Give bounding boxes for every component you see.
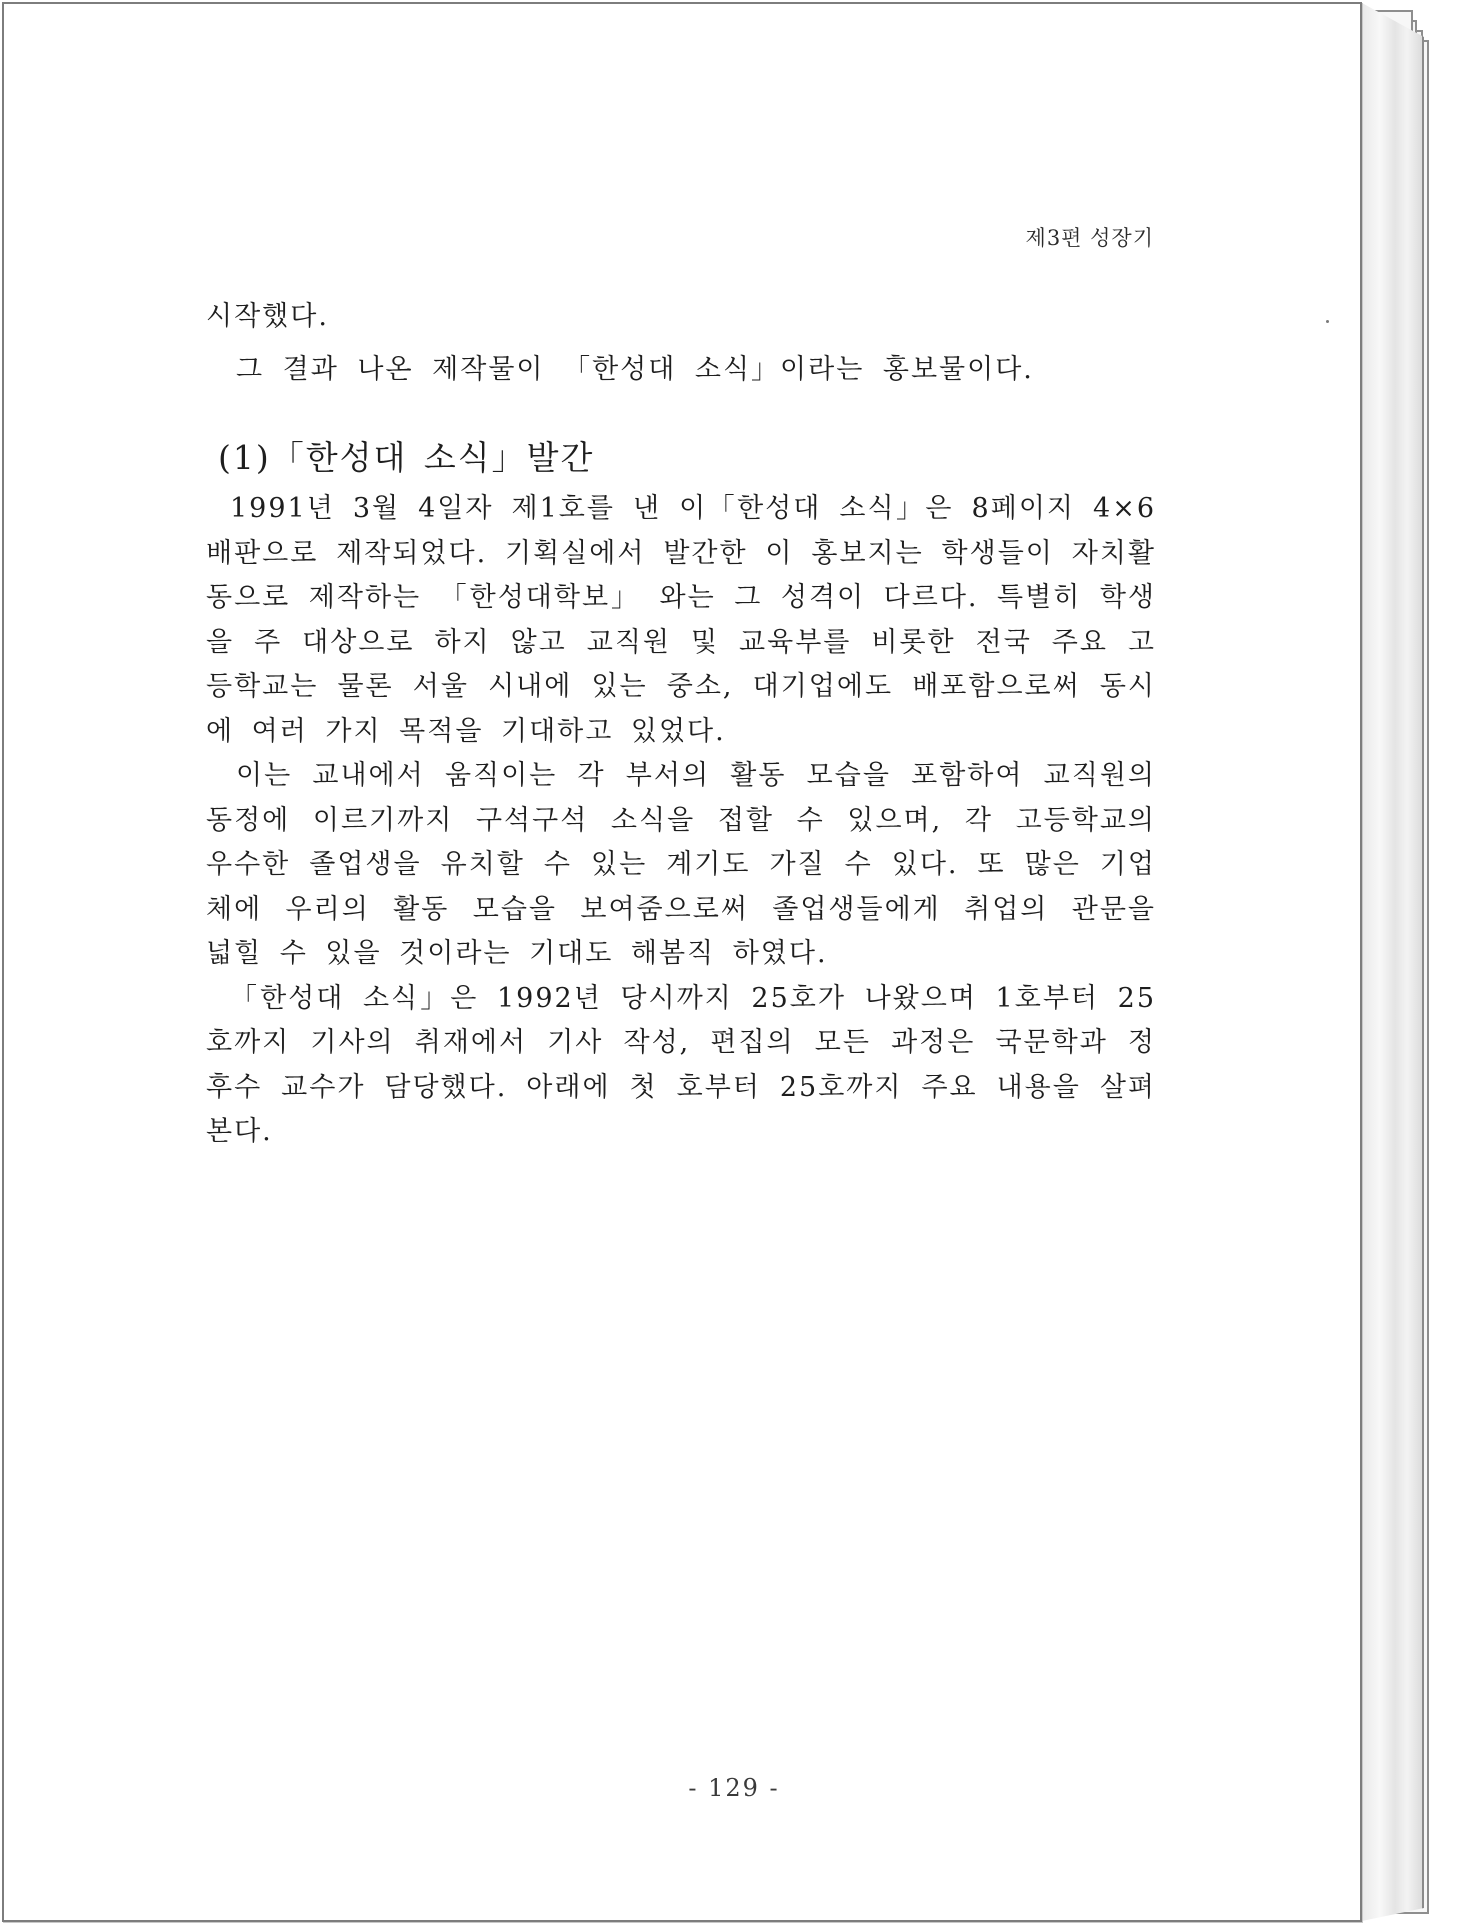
page-number: - 129 - [688, 1774, 780, 1802]
intro-line: 그 결과 나온 제작물이 「한성대 소식」이라는 홍보물이다. [236, 354, 1034, 385]
paragraph-3: 「한성대 소식」은 1992년 당시까지 25호가 나왔으며 1호부터 25호까지 기사의 취재에서 기사 작성, 편집의 모든 과정은 국문학과 정후수 교수가 담당했다. 아래에 첫 호부터 25호까지 주요 내용을 살펴본다. [206, 982, 1156, 1147]
running-header: 제3편 성장기 [1025, 226, 1154, 250]
paragraph-1: 1991년 3월 4일자 제1호를 낸 이「한성대 소식」은 8페이지 4×6배판으로 제작되었다. 기획실에서 발간한 이 홍보지는 학생들이 자치활동으로 제작하는 「한성대학보」 와는 그 성격이 다르다. 특별히 학생을 주 대상으로 하지 않고 교직원 및 교육부를 비롯한 전국 주요 고등학교는 물론 서울 시내에 있는 중소, 대기업에도 배포함으로써 동시에 여러 가지 목적을 기대하고 있었다. [206, 493, 1156, 747]
document-page [2, 2, 1362, 1922]
body-text [206, 487, 1156, 1155]
paragraph-2: 이는 교내에서 움직이는 각 부서의 활동 모습을 포함하여 교직원의 동정에 이르기까지 구석구석 소식을 접할 수 있으며, 각 고등학교의 우수한 졸업생을 유치할 수 있는 계기도 가질 수 있다. 또 많은 기업체에 우리의 활동 모습을 보여줌으로써 졸업생들에게 취업의 관문을 넓힐 수 있을 것이라는 기대도 해봄직 하였다. [206, 760, 1156, 969]
margin-dot [1326, 320, 1329, 323]
book-spine-side [1362, 3, 1424, 1921]
continuation-line: 시작했다. [206, 301, 329, 332]
section-heading: (1)「한성대 소식」발간 [218, 438, 595, 477]
